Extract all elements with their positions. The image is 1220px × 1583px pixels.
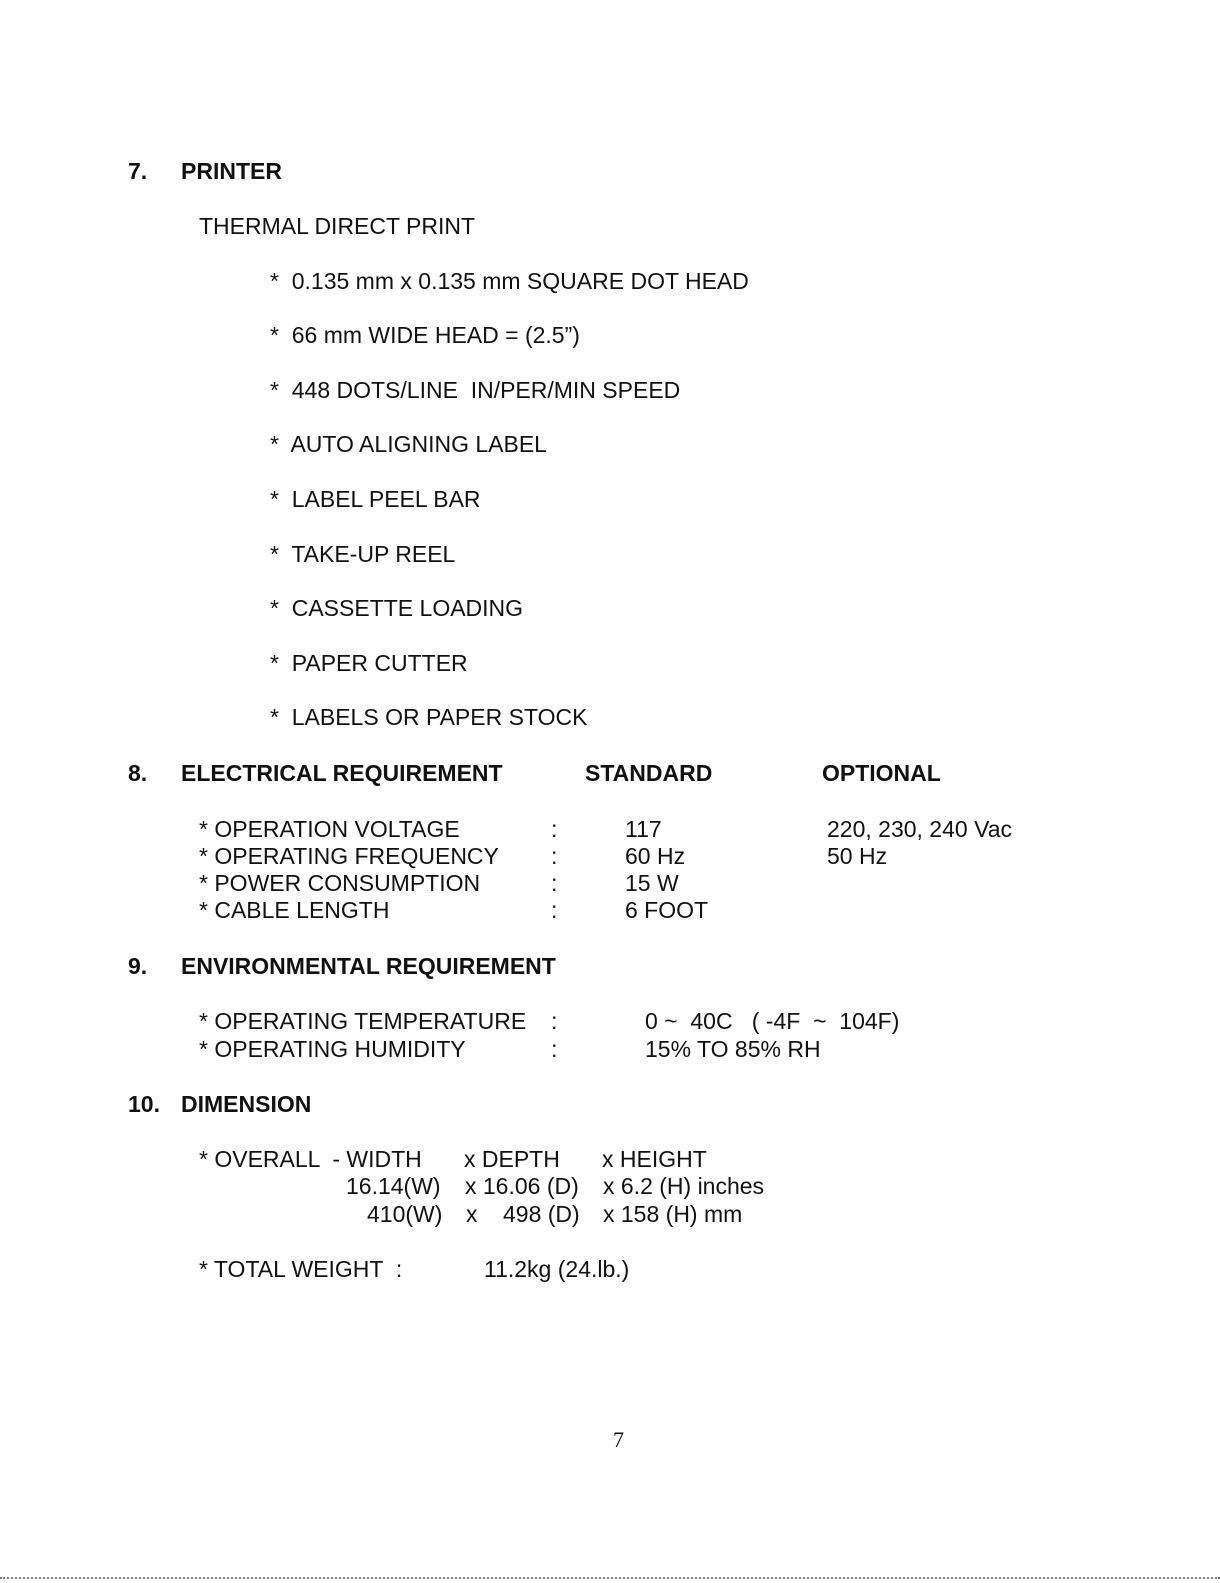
bullet-item: * PAPER CUTTER <box>270 650 468 676</box>
spec-label: * OPERATING FREQUENCY <box>199 843 499 869</box>
spec-label: * OPERATING HUMIDITY <box>199 1036 466 1062</box>
dimension-mm-width: 410(W) <box>367 1201 443 1227</box>
section-8-title: ELECTRICAL REQUIREMENT <box>181 760 503 786</box>
dimension-mm-x: x <box>466 1201 478 1227</box>
section-7-subtitle: THERMAL DIRECT PRINT <box>199 213 476 239</box>
bullet-item: * LABEL PEEL BAR <box>270 486 481 512</box>
spec-optional-value: 220, 230, 240 Vac <box>827 816 1012 842</box>
dimension-inch-width: 16.14(W) <box>346 1173 441 1199</box>
page-bottom-edge <box>0 1577 1220 1579</box>
spec-separator: : <box>551 843 558 869</box>
spec-separator: : <box>551 816 558 842</box>
section-8-number: 8. <box>128 760 148 786</box>
bullet-item: * 0.135 mm x 0.135 mm SQUARE DOT HEAD <box>270 268 749 294</box>
dimension-height-header: x HEIGHT <box>602 1146 707 1172</box>
total-weight-label: * TOTAL WEIGHT : <box>199 1256 403 1282</box>
bullet-item: * AUTO ALIGNING LABEL <box>270 431 547 457</box>
section-9-title: ENVIRONMENTAL REQUIREMENT <box>181 953 556 979</box>
spec-standard-value: 60 Hz <box>625 843 686 869</box>
section-7-title: PRINTER <box>181 158 282 184</box>
spec-label: * OPERATING TEMPERATURE <box>199 1008 527 1034</box>
column-header-standard: STANDARD <box>585 760 713 786</box>
section-10-title: DIMENSION <box>181 1091 312 1117</box>
spec-value: 0 ~ 40C ( -4F ~ 104F) <box>645 1008 900 1034</box>
bullet-item: * TAKE-UP REEL <box>270 541 456 567</box>
bullet-item: * 66 mm WIDE HEAD = (2.5”) <box>270 322 580 348</box>
dimension-mm-height: x 158 (H) mm <box>603 1201 743 1227</box>
section-7-number: 7. <box>128 158 148 184</box>
dimension-mm-depth: 498 (D) <box>503 1201 580 1227</box>
spec-optional-value: 50 Hz <box>827 843 888 869</box>
spec-standard-value: 6 FOOT <box>625 897 709 923</box>
column-header-optional: OPTIONAL <box>822 760 941 786</box>
spec-label: * OPERATION VOLTAGE <box>199 816 460 842</box>
spec-separator: : <box>551 870 558 896</box>
dimension-inch-height: x 6.2 (H) inches <box>603 1173 765 1199</box>
spec-separator: : <box>551 1008 558 1034</box>
bullet-item: * 448 DOTS/LINE IN/PER/MIN SPEED <box>270 377 681 403</box>
spec-standard-value: 15 W <box>625 870 679 896</box>
dimension-overall-label: * OVERALL - WIDTH <box>199 1146 422 1172</box>
bullet-item: * CASSETTE LOADING <box>270 595 524 621</box>
spec-label: * POWER CONSUMPTION <box>199 870 481 896</box>
bullet-item: * LABELS OR PAPER STOCK <box>270 704 588 730</box>
spec-value: 15% TO 85% RH <box>645 1036 821 1062</box>
page-number: 7 <box>613 1427 624 1452</box>
spec-separator: : <box>551 1036 558 1062</box>
section-9-number: 9. <box>128 953 148 979</box>
dimension-depth-header: x DEPTH <box>464 1146 560 1172</box>
spec-label: * CABLE LENGTH <box>199 897 390 923</box>
spec-separator: : <box>551 897 558 923</box>
dimension-inch-depth: x 16.06 (D) <box>465 1173 579 1199</box>
spec-standard-value: 117 <box>625 816 662 842</box>
section-10-number: 10. <box>128 1091 160 1117</box>
total-weight-value: 11.2kg (24.lb.) <box>484 1256 630 1282</box>
